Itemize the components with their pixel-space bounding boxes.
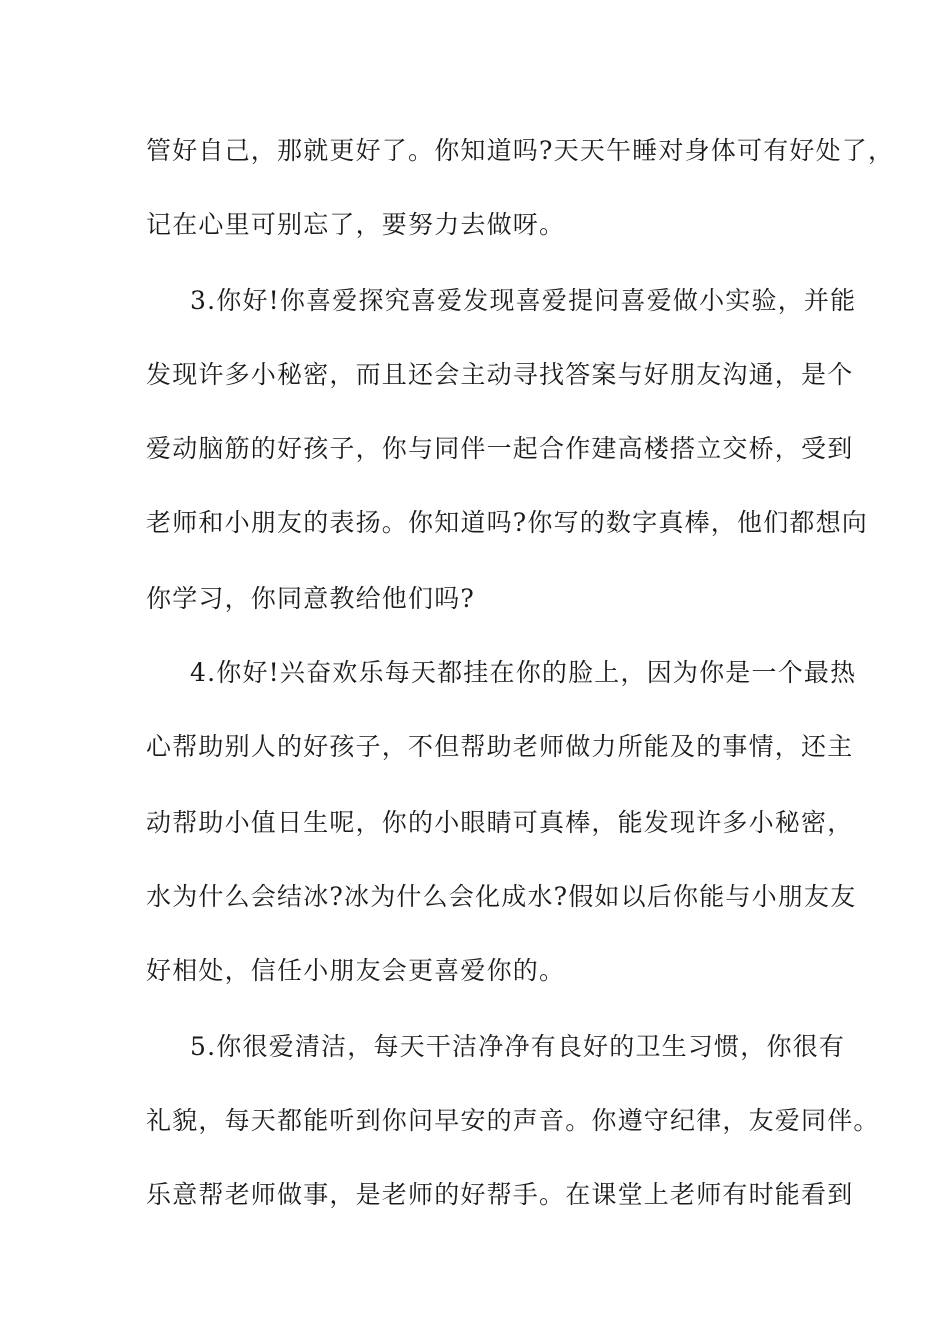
text-line-10: 动帮助小值日生呢，你的小眼睛可真棒，能发现许多小秘密，	[146, 808, 854, 837]
text-line-2: 记在心里可别忘了，要努力去做呀。	[146, 210, 566, 239]
text-line-15: 乐意帮老师做事，是老师的好帮手。在课堂上老师有时能看到	[146, 1180, 854, 1209]
text-line-4: 发现许多小秘密，而且还会主动寻找答案与好朋友沟通，是个	[146, 360, 854, 389]
text-line-14: 礼貌，每天都能听到你问早安的声音。你遵守纪律，友爱同伴。	[146, 1106, 880, 1135]
text-line-5: 爱动脑筋的好孩子，你与同伴一起合作建高楼搭立交桥，受到	[146, 434, 854, 463]
paragraph-3-start: 3.你好!你喜爱探究喜爱发现喜爱提问喜爱做小实验，并能	[190, 286, 857, 315]
text-line-11: 水为什么会结冰?冰为什么会化成水?假如以后你能与小朋友友	[146, 882, 857, 911]
paragraph-5-start: 5.你很爱清洁，每天干洁净净有良好的卫生习惯，你很有	[190, 1032, 846, 1061]
text-line-12: 好相处，信任小朋友会更喜爱你的。	[146, 956, 566, 985]
text-line-7: 你学习，你同意教给他们吗?	[146, 584, 476, 613]
paragraph-4-start: 4.你好!兴奋欢乐每天都挂在你的脸上，因为你是一个最热	[190, 658, 857, 687]
text-line-1: 管好自己，那就更好了。你知道吗?天天午睡对身体可有好处了，	[146, 136, 895, 165]
text-line-9: 心帮助别人的好孩子，不但帮助老师做力所能及的事情，还主	[146, 732, 854, 761]
text-line-6: 老师和小朋友的表扬。你知道吗?你写的数字真棒，他们都想向	[146, 508, 869, 537]
